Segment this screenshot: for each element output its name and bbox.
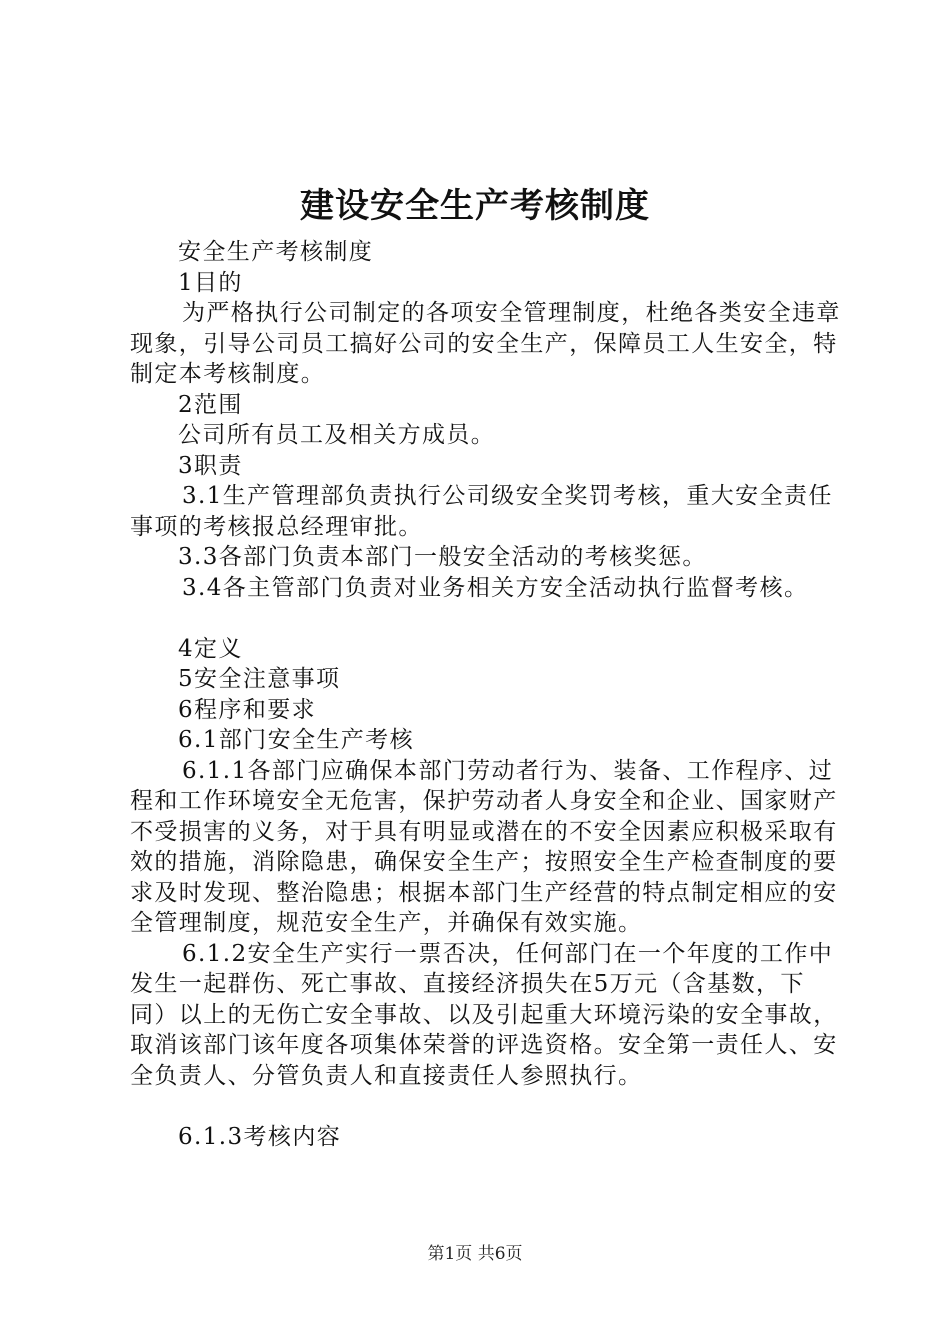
section-6-1-3: 6.1.3考核内容: [178, 1123, 342, 1150]
section-6-1-1: 6.1.1各部门应确保本部门劳动者行为、装备、工作程序、过程和工作环境安全无危害，保护劳动者人身安全和企业、国家财产不受损害的义务，对于具有明显或潜在的不安全因素应积极采取有效的措施，消除隐患，确保安全生产；按照安全生产检查制度的要求及时发现、整治隐患；根据本部门生产经营的特点制定相应的安全管理制度，规范安全生产，并确保有效实施。: [130, 757, 838, 936]
section-6-1-2: 6.1.2安全生产实行一票否决，任何部门在一个年度的工作中发生一起群伤、死亡事故、直接经济损失在5万元（含基数，下同）以上的无伤亡安全事故、以及引起重大环境污染的安全事故，取消该部门该年度各项集体荣誉的评选资格。安全第一责任人、安全负责人、分管负责人和直接责任人参照执行。: [130, 940, 838, 1089]
paragraph-spacer: [130, 603, 842, 634]
document-subtitle: 安全生产考核制度: [178, 239, 374, 265]
section-3-3: 3.3各部门负责本部门一般安全活动的考核奖惩。: [178, 544, 707, 570]
page-footer: 第1页 共6页: [427, 1244, 523, 1264]
section-2-heading: 2范围: [178, 391, 243, 418]
section-3-4: 3.4各主管部门负责对业务相关方安全活动执行监督考核。: [182, 574, 809, 601]
section-4-heading: 4定义: [178, 635, 243, 662]
section-3-heading: 3职责: [178, 452, 243, 479]
section-5-heading: 5安全注意事项: [178, 666, 341, 692]
section-6-1-heading: 6.1部门安全生产考核: [178, 727, 414, 753]
section-6-heading: 6程序和要求: [178, 696, 317, 723]
document-body: [130, 237, 842, 1152]
document-title: 建设安全生产考核制度: [300, 186, 650, 226]
section-3-1: 3.1生产管理部负责执行公司级安全奖罚考核，重大安全责任事项的考核报总经理审批。: [130, 483, 833, 540]
section-1-heading: 1目的: [178, 269, 243, 296]
paragraph-spacer: [130, 1091, 842, 1122]
section-2-body: 公司所有员工及相关方成员。: [178, 422, 496, 448]
section-1-body: 为严格执行公司制定的各项安全管理制度，杜绝各类安全违章现象，引导公司员工搞好公司的安全生产，保障员工人生安全，特制定本考核制度。: [130, 300, 841, 387]
